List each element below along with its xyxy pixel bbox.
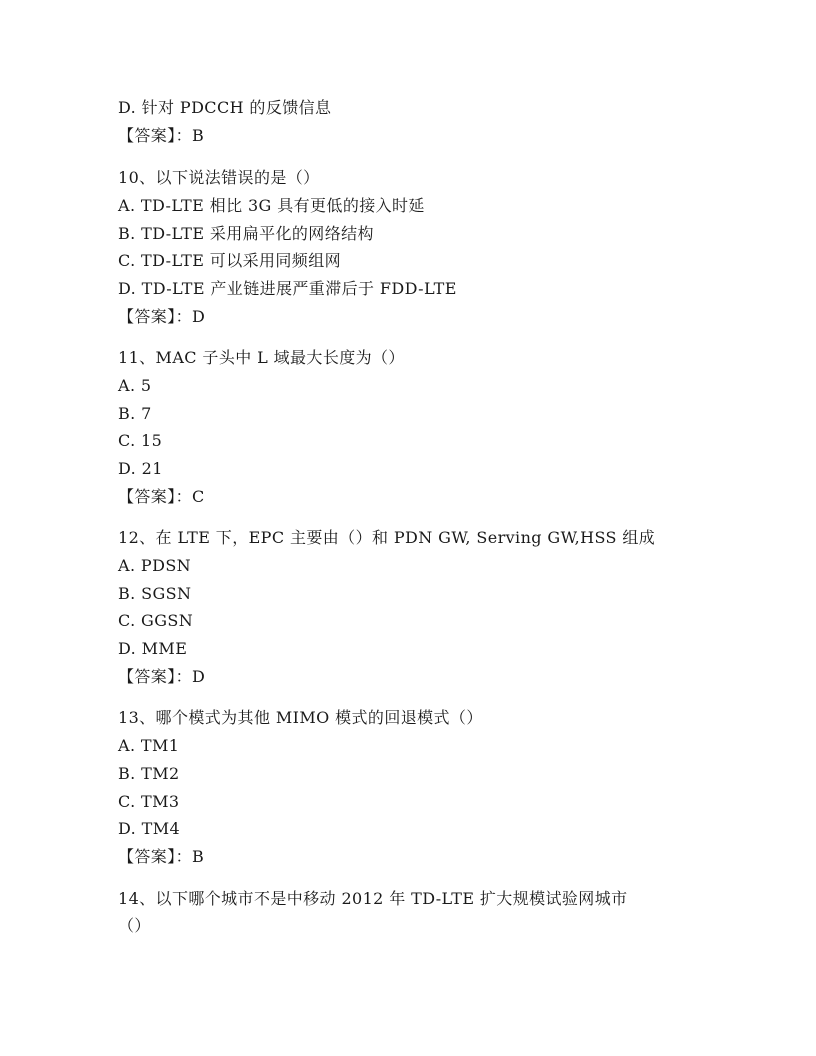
q14-question: 14、以下哪个城市不是中移动 2012 年 TD-LTE 扩大规模试验网城市 — [118, 889, 628, 908]
q13-option-a: A. TM1 — [118, 736, 180, 755]
q10-question: 10、以下说法错误的是（） — [118, 168, 320, 187]
q13-answer: 【答案】：B — [118, 847, 205, 866]
q12-question: 12、在 LTE 下，EPC 主要由（）和 PDN GW, Serving GW,HSS 组成 — [118, 528, 656, 547]
q13-question: 13、哪个模式为其他 MIMO 模式的回退模式（） — [118, 708, 483, 727]
q11-option-b: B. 7 — [118, 404, 152, 423]
q10-option-b: B. TD-LTE 采用扁平化的网络结构 — [118, 224, 374, 243]
q11-question: 11、MAC 子头中 L 域最大长度为（） — [118, 348, 405, 367]
q9-option-d: D. 针对 PDCCH 的反馈信息 — [118, 98, 332, 117]
q11-option-a: A. 5 — [118, 376, 152, 395]
q9-answer: 【答案】：B — [118, 126, 205, 145]
q13-option-b: B. TM2 — [118, 764, 180, 783]
q11-option-d: D. 21 — [118, 459, 163, 478]
q11-answer: 【答案】：C — [118, 487, 205, 506]
q11-option-c: C. 15 — [118, 431, 163, 450]
q10-option-a: A. TD-LTE 相比 3G 具有更低的接入时延 — [118, 196, 425, 215]
q12-option-a: A. PDSN — [118, 556, 192, 575]
q12-option-d: D. MME — [118, 639, 188, 658]
q12-option-b: B. SGSN — [118, 584, 192, 603]
q14-question-continuation: （） — [118, 916, 151, 935]
q12-option-c: C. GGSN — [118, 611, 194, 630]
q12-answer: 【答案】：D — [118, 667, 206, 686]
q10-option-c: C. TD-LTE 可以采用同频组网 — [118, 251, 342, 270]
q13-option-c: C. TM3 — [118, 792, 180, 811]
q13-option-d: D. TM4 — [118, 819, 181, 838]
q10-answer: 【答案】：D — [118, 307, 206, 326]
q10-option-d: D. TD-LTE 产业链进展严重滞后于 FDD-LTE — [118, 279, 457, 298]
